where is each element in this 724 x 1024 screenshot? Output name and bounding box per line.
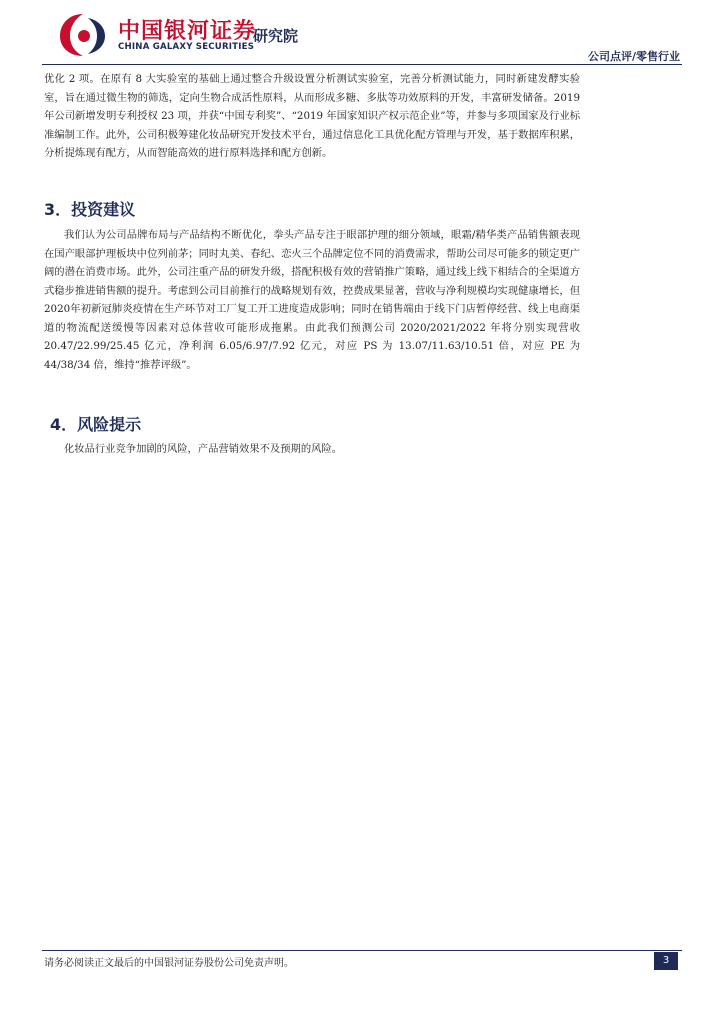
risk-paragraph: 化妆品行业竞争加剧的风险，产品营销效果不及预期的风险。 xyxy=(64,443,343,455)
section-4-title: 4．风险提示 xyxy=(50,415,142,434)
footer-disclaimer: 请务必阅读正文最后的中国银河证券股份公司免责声明。 xyxy=(44,958,294,969)
intro-continuation xyxy=(44,70,580,163)
header-divider xyxy=(42,64,682,65)
section-3-title: 3．投资建议 xyxy=(44,200,136,219)
intro-paragraph: 优化 2 项。在原有 8 大实验室的基础上通过整合升级设置分析测试实验室，完善分析测试能力，同时新建发酵实验室，旨在通过微生物的筛选，定向生物合成活性原料，从而形成多糖、多肽等功效原料的开发，丰富研发储备。2019 年公司新增发明专利授权 23 项，并获“中国专利奖”、“2019 年国家知识产权示范企业”等，并参与多项国家及行业标准编制工作。此外，公司积极筹建化妆品研究开发技术平台，通过信息化工具优化配方管理与开发，基于数据库积累，分析提炼现有配方，从而智能高效的进行原料选择和配方创新。 xyxy=(44,73,580,159)
footer-divider xyxy=(42,950,682,951)
page-header xyxy=(0,0,724,68)
brand-name-cn: 中国银河证券 xyxy=(118,19,257,44)
brand-name-en: CHINA GALAXY SECURITIES xyxy=(118,42,255,52)
section-3-body xyxy=(44,226,580,374)
galaxy-logo-icon xyxy=(58,12,108,58)
report-category-tag: 公司点评/零售行业 xyxy=(587,50,680,63)
section-4-body xyxy=(44,440,580,459)
page-number: 3 xyxy=(654,952,678,970)
investment-advice-paragraph: 我们认为公司品牌布局与产品结构不断优化，拳头产品专注于眼部护理的细分领域，眼霜/精华类产品销售额表现在国产眼部护理板块中位列前茅；同时丸美、春纪、恋火三个品牌定位不同的消费需求，帮助公司尽可能多的锁定更广阔的潜在消费市场。此外，公司注重产品的研发升级，搭配积极有效的营销推广策略，通过线上线下相结合的全渠道方式稳步推进销售额的提升。考虑到公司目前推行的战略规划有效，控费成果显著，营收与净利规模均实现健康增长，但 2020年初新冠肺炎疫情在生产环节对工厂复工开工进度造成影响；同时在销售端由于线下门店暂停经营、线上电商渠道的物流配送缓慢等因素对总体营收可能形成拖累。由此我们预测公司 2020/2021/2022 年将分别实现营收 20.47/22.99/25.45 亿元，净利润 6.05/6.97/7.92 亿元，对应 PS 为 13.07/11.63/10.51 倍，对应 PE 为 44/38/34 倍，维持“推荐评级”。 xyxy=(44,229,580,371)
institute-label: 研究院 xyxy=(253,27,299,45)
